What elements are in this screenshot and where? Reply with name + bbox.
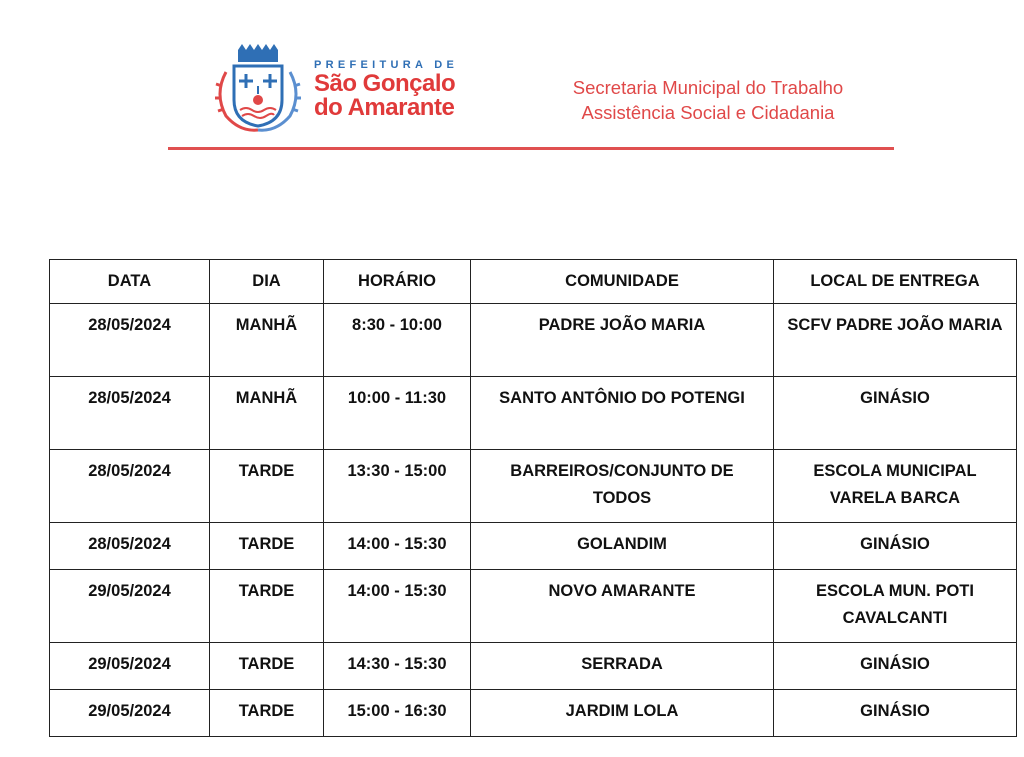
cell-comunidade: SERRADA <box>471 643 774 690</box>
cell-local: GINÁSIO <box>774 690 1017 737</box>
cell-data: 28/05/2024 <box>50 304 210 377</box>
delivery-schedule-table <box>49 259 1017 737</box>
page-header <box>0 0 1024 160</box>
secretaria-line2: Assistência Social e Cidadania <box>581 102 835 123</box>
col-header-data: DATA <box>50 260 210 304</box>
table-row <box>50 450 1017 523</box>
city-name-line2: do Amarante <box>314 94 455 121</box>
cell-local: ESCOLA MUNICIPAL VARELA BARCA <box>774 450 1017 523</box>
cell-horario: 15:00 - 16:30 <box>324 690 471 737</box>
secretaria-title <box>548 75 868 125</box>
cell-dia: MANHÃ <box>210 304 324 377</box>
cell-horario: 8:30 - 10:00 <box>324 304 471 377</box>
cell-local: GINÁSIO <box>774 377 1017 450</box>
col-header-comunidade: COMUNIDADE <box>471 260 774 304</box>
cell-data: 29/05/2024 <box>50 570 210 643</box>
cell-data: 29/05/2024 <box>50 690 210 737</box>
cell-data: 28/05/2024 <box>50 523 210 570</box>
table-row <box>50 377 1017 450</box>
cell-comunidade: PADRE JOÃO MARIA <box>471 304 774 377</box>
cell-horario: 14:00 - 15:30 <box>324 570 471 643</box>
cell-dia: TARDE <box>210 570 324 643</box>
header-divider <box>168 147 894 150</box>
cell-dia: TARDE <box>210 643 324 690</box>
municipality-logo-text <box>314 58 458 120</box>
prefeitura-label: PREFEITURA DE <box>314 59 459 71</box>
cell-dia: MANHÃ <box>210 377 324 450</box>
cell-data: 28/05/2024 <box>50 377 210 450</box>
cell-comunidade: JARDIM LOLA <box>471 690 774 737</box>
cell-local: SCFV PADRE JOÃO MARIA <box>774 304 1017 377</box>
cell-comunidade: NOVO AMARANTE <box>471 570 774 643</box>
col-header-local: LOCAL DE ENTREGA <box>774 260 1017 304</box>
table-row <box>50 690 1017 737</box>
cell-horario: 13:30 - 15:00 <box>324 450 471 523</box>
cell-horario: 14:30 - 15:30 <box>324 643 471 690</box>
table-header-row <box>50 260 1017 304</box>
coat-of-arms-icon <box>212 42 304 134</box>
cell-local: GINÁSIO <box>774 523 1017 570</box>
cell-comunidade: SANTO ANTÔNIO DO POTENGI <box>471 377 774 450</box>
city-name-line1: São Gonçalo <box>314 70 456 97</box>
cell-comunidade: GOLANDIM <box>471 523 774 570</box>
cell-dia: TARDE <box>210 523 324 570</box>
cell-local: ESCOLA MUN. POTI CAVALCANTI <box>774 570 1017 643</box>
table-row <box>50 523 1017 570</box>
secretaria-line1: Secretaria Municipal do Trabalho <box>572 77 844 98</box>
cell-data: 29/05/2024 <box>50 643 210 690</box>
cell-dia: TARDE <box>210 690 324 737</box>
cell-horario: 10:00 - 11:30 <box>324 377 471 450</box>
cell-data: 28/05/2024 <box>50 450 210 523</box>
cell-dia: TARDE <box>210 450 324 523</box>
col-header-horario: HORÁRIO <box>324 260 471 304</box>
cell-horario: 14:00 - 15:30 <box>324 523 471 570</box>
table-row <box>50 643 1017 690</box>
cell-local: GINÁSIO <box>774 643 1017 690</box>
table-row <box>50 304 1017 377</box>
col-header-dia: DIA <box>210 260 324 304</box>
table-row <box>50 570 1017 643</box>
cell-comunidade: BARREIROS/CONJUNTO DE TODOS <box>471 450 774 523</box>
